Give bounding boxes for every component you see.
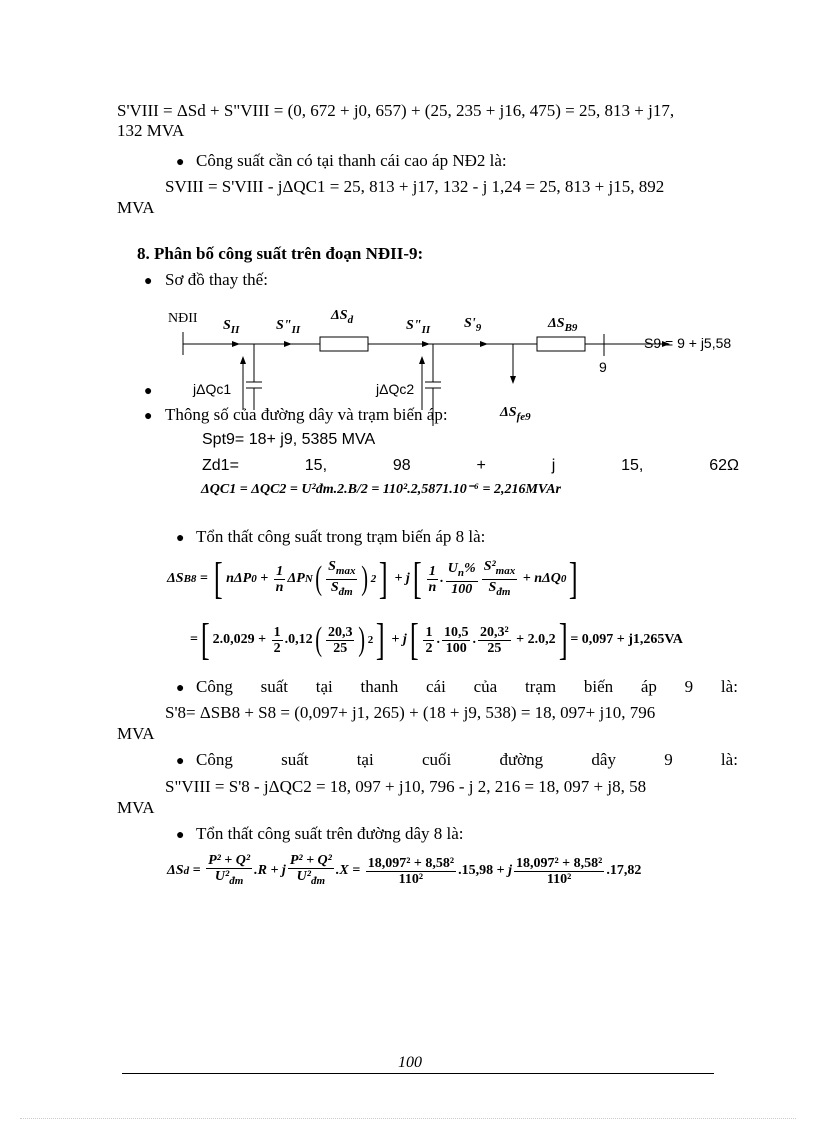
bullet-icon: ●: [144, 384, 153, 399]
label-jdq-c2: jΔQc2: [376, 381, 415, 397]
line-zd1: Zd1= 15, 98 + j 15, 62Ω: [202, 457, 739, 474]
bullet-icon: ●: [144, 274, 153, 289]
label-jdq-c1: jΔQc1: [193, 381, 232, 397]
equation-delta-sb8-general: ΔS B8 = [ nΔP 0 + $\frac{1}{n}$ ΔP N ( $\frac{S_{max}}{S_{đm}}$ ) 2 ] + j [ $\frac{1}{n}$ . $\frac{U_n\%}{100}$ $\frac{S^2_{max}}{S_{đm}}$ + nΔQ 0 ]: [167, 554, 579, 603]
bullet-icon: ●: [176, 754, 185, 769]
line-spt9: Spt9= 18+ j9, 5385 MVA: [202, 431, 376, 448]
page-number: 100: [398, 1054, 422, 1071]
label-nd-ii: NĐII: [168, 311, 198, 326]
line-mva-3: MVA: [117, 798, 155, 817]
equation-delta-sb8-numeric: = [ 2.0,029 + $\frac{1}{2}$ .0,12 ( $\frac{20,3}{25}$ ) 2 ] + j [ $\frac{1}{2}$ . $\frac{10,5}{100}$ . $\frac{\text{20,3²}}{25}$ + 2.0,2 ] = 0,097 + j1,265VA: [190, 615, 683, 664]
section-title: 8. Phân bố công suất trên đoạn NĐII-9:: [137, 244, 424, 263]
line-s8-prime: S'8= ΔSB8 + S8 = (0,097+ j1, 265) + (18 + j9, 538) = 18, 097+ j10, 796: [165, 703, 656, 722]
line-s-viii-double: S"VIII = S'8 - jΔQC2 = 18, 097 + j10, 796 - j 2, 216 = 18, 097 + j8, 58: [165, 777, 647, 796]
bullet-icon: ●: [144, 409, 153, 424]
label-s-ii-3: $S"_{II}$: [406, 318, 431, 336]
line-ton-that-duong-day: Tổn thất công suất trên đường dây 8 là:: [196, 824, 464, 843]
bullet-icon: ●: [176, 155, 185, 170]
label-s9-prime: $S'_9$: [464, 316, 482, 334]
page-edge-dots: [20, 1118, 796, 1119]
label-delta-sb9: $\Delta S_{B9}$: [548, 316, 578, 334]
label-s-ii-2: $S"_{II}$: [276, 318, 301, 336]
line-cong-suat-nd2: Công suất cần có tại thanh cái cao áp NĐ2 là:: [196, 151, 507, 170]
label-s-ii: $S_{II}$: [223, 318, 240, 336]
label-delta-sfe9: $\Delta S_{fe9}$: [500, 405, 531, 423]
footer-divider: [122, 1073, 714, 1074]
line-132-mva: 132 MVA: [117, 121, 185, 140]
line-thong-so: Thông số của đường dây và trạm biến áp:: [165, 405, 448, 424]
line-cong-suat-thanh-cai: Công suất tại thanh cái của trạm biến áp 9 là:: [196, 677, 738, 696]
line-so-do: Sơ đồ thay thế:: [165, 270, 268, 289]
line-s-viii-prime: S'VIII = ΔSd + S"VIII = (0, 672 + j0, 657) + (25, 235 + j16, 475) = 25, 813 + j17,: [117, 101, 675, 120]
line-s-viii: SVIII = S'VIII - jΔQC1 = 25, 813 + j17, 132 - j 1,24 = 25, 813 + j15, 892: [165, 177, 665, 196]
line-cong-suat-cuoi: Công suất tại cuối đường dây 9 là:: [196, 750, 738, 769]
label-delta-sd: $\Delta S_d$: [331, 308, 354, 326]
label-load-s9: S9 = 9 + j5,58: [644, 335, 732, 351]
equation-delta-q: ΔQC1 = ΔQC2 = U²đm.2.B/2 = 110².2,5871.10⁻⁶ = 2,216MVAr: [201, 482, 562, 497]
label-node-9: 9: [599, 359, 607, 375]
line-mva-1: MVA: [117, 198, 155, 217]
line-ton-that-tram: Tổn thất công suất trong trạm biến áp 8 là:: [196, 527, 486, 546]
bullet-icon: ●: [176, 828, 185, 843]
bullet-icon: ●: [176, 681, 185, 696]
line-mva-2: MVA: [117, 724, 155, 743]
equation-delta-sd: ΔS d = $\frac{\text{P² + Q²}}{U^2_{đm}}$ .R + j $\frac{\text{P² + Q²}}{U^2_{đm}}$ .X = $\frac{\text{18,097² + 8,58²}}{\text{110²}}$ .15,98 + j $\frac{\text{18,097² + 8,58²}}{\text{110²}}$ .17,82: [167, 853, 642, 887]
bullet-icon: ●: [176, 531, 185, 546]
